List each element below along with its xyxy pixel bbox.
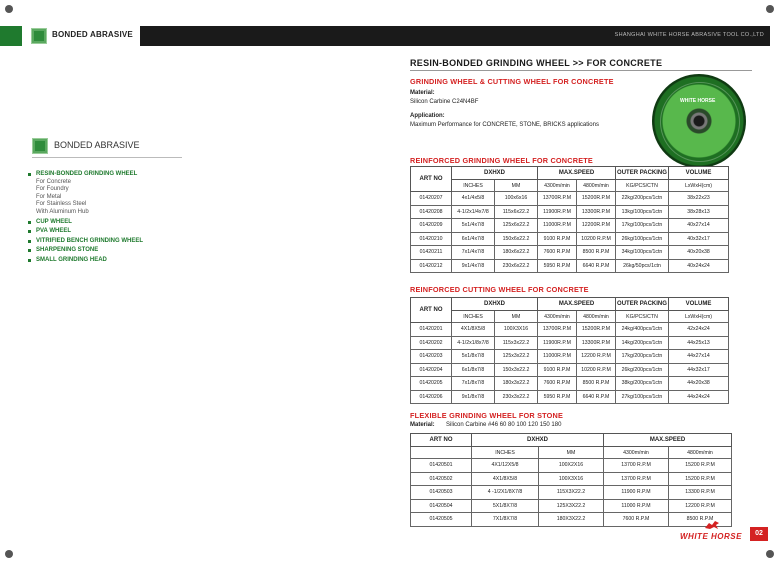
cell: 5x1/8x7/8 <box>452 350 495 364</box>
t2-sh-inches: INCHES <box>452 311 495 323</box>
cell: 11000 R.P.M <box>604 499 669 513</box>
cell: 01420203 <box>411 350 452 364</box>
sidebar-item-resin-bonded[interactable]: RESIN-BONDED GRINDING WHEEL <box>28 171 228 179</box>
cell: 12200 R.P.M <box>577 350 616 364</box>
cell: 01420211 <box>411 246 452 260</box>
sidebar-item-pva-wheel[interactable]: PVA WHEEL <box>28 228 228 236</box>
cell: 7600 R.P.M <box>538 246 577 260</box>
cell: 15200 R.P.M <box>669 472 732 486</box>
cell: 180x6x22.2 <box>495 246 538 260</box>
registration-mark-bl <box>5 550 13 558</box>
cell: 11000R.P.M <box>538 219 577 233</box>
sidebar-subitem-aluminum-hub[interactable]: With Aluminum Hub <box>36 208 89 215</box>
cell: 4X1/12X5/8 <box>472 459 539 473</box>
t3-h-artno: ART NO <box>411 434 472 447</box>
cell: 01420501 <box>411 459 472 473</box>
table-row <box>411 246 729 260</box>
table-row <box>411 390 729 404</box>
cell: 17kg/200pcs/1ctn <box>616 350 669 364</box>
grinding-disc-image <box>652 74 746 168</box>
table3-material-value: Silicon Carbine #46 60 80 100 120 150 180 <box>446 422 562 428</box>
sidebar-subitem-foundry[interactable]: For Foundry <box>36 186 69 193</box>
cell: 5950 R.P.M <box>538 390 577 404</box>
t1-sh-kg: KG/PCS/CTN <box>616 180 669 192</box>
cell: 180X3X22.2 <box>539 513 604 527</box>
cell: 01420207 <box>411 192 452 206</box>
t2-sh-kg: KG/PCS/CTN <box>616 311 669 323</box>
t3-sh-mm: MM <box>539 447 604 459</box>
cell: 6x1/8x7/8 <box>452 363 495 377</box>
table-row <box>411 232 729 246</box>
sidebar-item-vitrified[interactable]: VITRIFIED BENCH GRINDING WHEEL <box>28 238 228 246</box>
cutting-wheel-table <box>410 297 729 404</box>
cell: 24kg/400pcs/1ctn <box>616 323 669 337</box>
header-section-title: BONDED ABRASIVE <box>52 30 133 39</box>
cell: 115X3X22.2 <box>539 486 604 500</box>
table-row <box>411 205 729 219</box>
sidebar-subitem-stainless[interactable]: For Stainless Steel <box>36 201 87 208</box>
cell: 01420210 <box>411 232 452 246</box>
material-label: Material: <box>410 90 435 96</box>
horse-logo-icon <box>704 520 720 530</box>
t1-h-packing: OUTER PACKING <box>616 167 669 180</box>
cell: 7600 R.P.M <box>604 513 669 527</box>
cell: 40x27x14 <box>669 219 729 233</box>
sidebar-item-sharpening[interactable]: SHARPENING STONE <box>28 247 228 255</box>
t1-sh-inches: INCHES <box>452 180 495 192</box>
cell: 01420212 <box>411 259 452 273</box>
cell: 7x1/8x7/8 <box>452 377 495 391</box>
cell: 01420206 <box>411 390 452 404</box>
sidebar-menu <box>28 171 228 265</box>
cell: 8500 R.P.M <box>577 246 616 260</box>
cell: 38x28x13 <box>669 205 729 219</box>
cell: 44x25x13 <box>669 336 729 350</box>
cell: 22kg/200pcs/1ctn <box>616 192 669 206</box>
cell: 01420505 <box>411 513 472 527</box>
flexible-wheel-table <box>410 433 732 527</box>
cell: 100x6x16 <box>495 192 538 206</box>
table-row <box>411 259 729 273</box>
registration-mark-br <box>766 550 774 558</box>
t2-sh-mm: MM <box>495 311 538 323</box>
title-divider <box>410 70 752 71</box>
registration-mark-tl <box>5 5 13 13</box>
cell: 13300R.P.M <box>577 336 616 350</box>
cell: 100X3X16 <box>539 472 604 486</box>
cell: 150x6x22.2 <box>495 232 538 246</box>
t3-sh-inches: INCHES <box>472 447 539 459</box>
cell: 27kg/100pcs/1ctn <box>616 390 669 404</box>
registration-mark-tr <box>766 5 774 13</box>
cell: 01420209 <box>411 219 452 233</box>
cell: 7600 R.P.M <box>538 377 577 391</box>
cell: 42x24x24 <box>669 323 729 337</box>
cell: 10200 R.P.M <box>577 363 616 377</box>
cell: 01420208 <box>411 205 452 219</box>
cell: 14kg/200pcs/1ctn <box>616 336 669 350</box>
cell: 15200R.P.M <box>577 323 616 337</box>
cell: 4-1/2x1/8x7/8 <box>452 336 495 350</box>
t1-h-artno: ART NO <box>411 167 452 192</box>
t2-h-artno: ART NO <box>411 298 452 323</box>
table-row <box>411 323 729 337</box>
cell: 6640 R.P.M <box>577 259 616 273</box>
t2-sh-speed1: 4300m/min <box>538 311 577 323</box>
cell: 01420502 <box>411 472 472 486</box>
cell: 11900R.P.M <box>538 205 577 219</box>
cell: 100X2X16 <box>539 459 604 473</box>
cell: 40x32x17 <box>669 232 729 246</box>
page-number: 02 <box>750 527 768 541</box>
cell: 01420201 <box>411 323 452 337</box>
cell: 11000R.P.M <box>538 350 577 364</box>
cell: 44x32x17 <box>669 363 729 377</box>
cell: 9100 R.P.M <box>538 232 577 246</box>
t2-sh-lwh: LxWxH(cm) <box>669 311 729 323</box>
cell: 7x1/4x7/8 <box>452 246 495 260</box>
cell: 4x1/4x5/8 <box>452 192 495 206</box>
t1-h-maxspeed: MAX.SPEED <box>538 167 616 180</box>
cell: 115x6x22.2 <box>495 205 538 219</box>
cell: 44x20x38 <box>669 377 729 391</box>
cell: 5x1/4x7/8 <box>452 219 495 233</box>
cell: 13700R.P.M <box>538 323 577 337</box>
page-title: RESIN-BONDED GRINDING WHEEL >> FOR CONCRETE <box>410 58 663 68</box>
cell: 40x24x24 <box>669 259 729 273</box>
application-label: Application: <box>410 113 445 119</box>
t3-sh-blank <box>411 447 472 459</box>
cell: 115x3x22.2 <box>495 336 538 350</box>
sidebar-item-small-head[interactable]: SMALL GRINDING HEAD <box>28 257 228 265</box>
cell: 40x20x38 <box>669 246 729 260</box>
t3-sh-speed2: 4800m/min <box>669 447 732 459</box>
cell: 13700 R.P.M <box>604 459 669 473</box>
cell: 5X1/8X7/8 <box>472 499 539 513</box>
cell: 9x1/8x7/8 <box>452 390 495 404</box>
table-row <box>411 472 732 486</box>
cell: 13300 R.P.M <box>669 486 732 500</box>
cell: 150x3x22.2 <box>495 363 538 377</box>
cell: 12200 R.P.M <box>669 499 732 513</box>
cell: 180x3x22.2 <box>495 377 538 391</box>
cell: 125X3X22.2 <box>539 499 604 513</box>
cell: 4-1/2x1/4x7/8 <box>452 205 495 219</box>
header-company: SHANGHAI WHITE HORSE ABRASIVE TOOL CO.,LTD <box>614 32 764 38</box>
cell: 38kg/200pcs/1ctn <box>616 377 669 391</box>
t2-h-maxspeed: MAX.SPEED <box>538 298 616 311</box>
t1-sh-speed1: 4300m/min <box>538 180 577 192</box>
cell: 13kg/100pcs/1ctn <box>616 205 669 219</box>
cell: 8500 R.P.M <box>669 513 732 527</box>
cell: 4X1/8X5/8 <box>452 323 495 337</box>
cell: 11900R.P.M <box>538 336 577 350</box>
cell: 01420205 <box>411 377 452 391</box>
cell: 01420202 <box>411 336 452 350</box>
cell: 13300R.P.M <box>577 205 616 219</box>
sidebar-subitem-metal[interactable]: For Metal <box>36 193 62 200</box>
cell: 6640 R.P.M <box>577 390 616 404</box>
table-row <box>411 350 729 364</box>
table-row <box>411 363 729 377</box>
cell: 15200R.P.M <box>577 192 616 206</box>
t2-sh-speed2: 4800m/min <box>577 311 616 323</box>
header-green-block <box>0 26 22 46</box>
disc-ring <box>660 82 740 162</box>
t3-sh-speed1: 4300m/min <box>604 447 669 459</box>
cell: 13700 R.P.M <box>604 472 669 486</box>
disc-brand-label: WHITE HORSE <box>680 98 716 104</box>
t2-h-volume: VOLUME <box>669 298 729 311</box>
t3-h-maxspeed: MAX.SPEED <box>604 434 732 447</box>
cell: 26kg/200pcs/1ctn <box>616 363 669 377</box>
table-row <box>411 377 729 391</box>
cell: 4 -1/2X1/8X7/8 <box>472 486 539 500</box>
cell: 26kg/50pcs/1ctn <box>616 259 669 273</box>
cell: 125x6x22.2 <box>495 219 538 233</box>
table3-title: FLEXIBLE GRINDING WHEEL FOR STONE <box>410 411 564 420</box>
application-value: Maximum Performance for CONCRETE, STONE, BRICKS applications <box>410 122 599 128</box>
table3-material-label: Material: <box>410 422 435 428</box>
cell: 4X1/8X5/8 <box>472 472 539 486</box>
cell: 12200R.P.M <box>577 219 616 233</box>
table-row <box>411 459 732 473</box>
table-row <box>411 219 729 233</box>
material-value: Silicon Carbine C24N4BF <box>410 99 479 105</box>
sidebar-header <box>32 138 140 154</box>
cell: 44x24x24 <box>669 390 729 404</box>
sidebar-item-cup-wheel[interactable]: CUP WHEEL <box>28 219 228 227</box>
t1-sh-mm: MM <box>495 180 538 192</box>
table-row <box>411 499 732 513</box>
cell: 7X1/8X7/8 <box>472 513 539 527</box>
cell: 01420504 <box>411 499 472 513</box>
section-subtitle: GRINDING WHEEL & CUTTING WHEEL FOR CONCRETE <box>410 77 614 86</box>
cell: 26kg/100pcs/1ctn <box>616 232 669 246</box>
cell: 6x1/4x7/8 <box>452 232 495 246</box>
t1-h-volume: VOLUME <box>669 167 729 180</box>
t2-h-dxhxd: DXHXD <box>452 298 538 311</box>
cell: 230x3x22.2 <box>495 390 538 404</box>
cell: 125x3x22.2 <box>495 350 538 364</box>
header-bar <box>28 26 770 46</box>
cell: 10200 R.P.M <box>577 232 616 246</box>
cell: 01420204 <box>411 363 452 377</box>
cell: 01420503 <box>411 486 472 500</box>
table-row <box>411 336 729 350</box>
cell: 34kg/100pcs/1ctn <box>616 246 669 260</box>
t3-h-dxhxd: DXHXD <box>472 434 604 447</box>
cell: 8500 R.P.M <box>577 377 616 391</box>
cell: 9x1/4x7/8 <box>452 259 495 273</box>
table-row <box>411 513 732 527</box>
table-row <box>411 192 729 206</box>
table1-title: REINFORCED GRINDING WHEEL FOR CONCRETE <box>410 156 593 165</box>
cell: 44x27x14 <box>669 350 729 364</box>
grinding-wheel-table <box>410 166 729 273</box>
table2-title: REINFORCED CUTTING WHEEL FOR CONCRETE <box>410 285 589 294</box>
cell: 38x22x23 <box>669 192 729 206</box>
cell: 13700R.P.M <box>538 192 577 206</box>
header-square-icon <box>31 28 47 44</box>
cell: 15200 R.P.M <box>669 459 732 473</box>
table-row <box>411 486 732 500</box>
t1-sh-speed2: 4800m/min <box>577 180 616 192</box>
sidebar-square-icon <box>32 138 48 154</box>
cell: 17kg/100pcs/1ctn <box>616 219 669 233</box>
t1-sh-lwh: LxWxH(cm) <box>669 180 729 192</box>
sidebar-title: BONDED ABRASIVE <box>54 140 140 150</box>
cell: 11900 R.P.M <box>604 486 669 500</box>
cell: 9100 R.P.M <box>538 363 577 377</box>
sidebar-divider <box>32 157 182 158</box>
t2-h-packing: OUTER PACKING <box>616 298 669 311</box>
cell: 230x6x22.2 <box>495 259 538 273</box>
cell: 100X3X16 <box>495 323 538 337</box>
brand-logo: WHITE HORSE <box>680 532 742 541</box>
t1-h-dxhxd: DXHXD <box>452 167 538 180</box>
cell: 5950 R.P.M <box>538 259 577 273</box>
sidebar-subitem-concrete[interactable]: For Concrete <box>36 178 72 185</box>
